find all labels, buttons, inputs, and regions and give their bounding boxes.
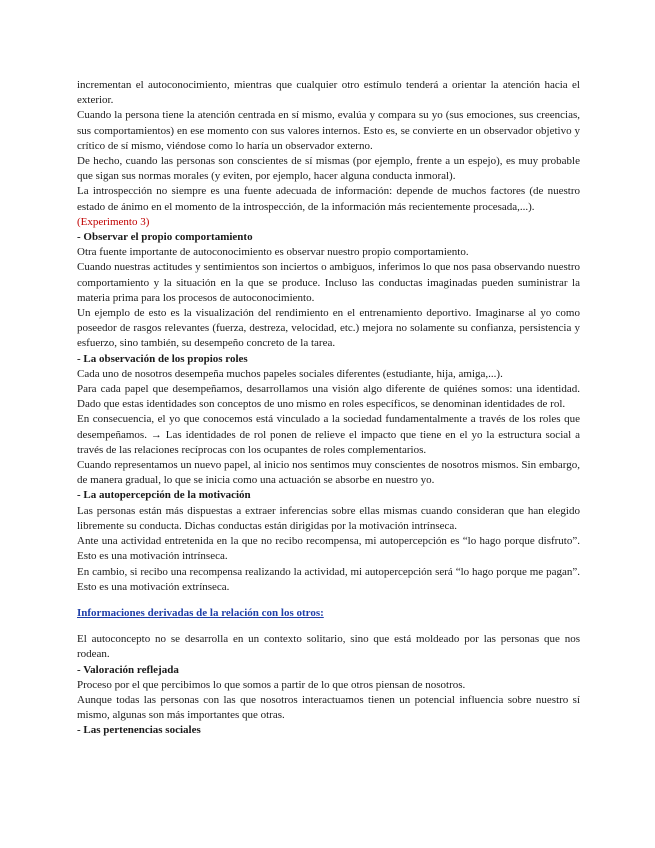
- paragraph: Cuando representamos un nuevo papel, al inicio nos sentimos muy conscientes de nosotros mismos. Sin embargo, de manera gradual, lo que se inicia como una actuación se absorbe en nuestro yo.: [77, 459, 580, 487]
- section-heading: - La autopercepción de la motivación: [77, 489, 251, 502]
- section-heading: - Valoración reflejada: [77, 663, 179, 676]
- section-heading: - Observar el propio comportamiento: [77, 231, 253, 244]
- paragraph: Otra fuente importante de autoconocimiento es observar nuestro propio comportamiento.: [77, 246, 469, 259]
- paragraph: Ante una actividad entretenida en la que no recibo recompensa, mi autopercepción es “lo hago porque disfruto”. Esto es una motivación intrínseca.: [77, 535, 580, 563]
- paragraph: Cuando la persona tiene la atención centrada en sí mismo, evalúa y compara su yo (sus emociones, sus creencias, sus comportamientos) en ese momento con sus valores internos. Esto es, se convierte en un observador objetivo y crítico de sí mismo, viéndose como lo haría un observador externo.: [77, 109, 580, 152]
- section-heading: - La observación de los propios roles: [77, 352, 248, 365]
- paragraph: En cambio, si recibo una recompensa realizando la actividad, mi autopercepción será “lo hago porque me pagan”. Esto es una motivación extrínseca.: [77, 565, 580, 593]
- paragraph: Cada uno de nosotros desempeña muchos papeles sociales diferentes (estudiante, hija, amiga,...).: [77, 367, 503, 380]
- paragraph: En consecuencia, el yo que conocemos está vinculado a la sociedad fundamentalmente a través de los roles que desempeñamos. → Las identidades de rol ponen de relieve el impacto que tiene en el yo la estructura social a través de las relaciones recíprocas con los ocupantes de roles complementarios.: [77, 413, 580, 456]
- paragraph: Proceso por el que percibimos lo que somos a partir de lo que otros piensan de nosotros.: [77, 678, 466, 691]
- paragraph: Cuando nuestras actitudes y sentimientos son inciertos o ambiguos, inferimos lo que nos pasa observando nuestro comportamiento y la situación en la que se produce. Incluso las conductas imaginadas pueden suministrar la materia prima para los procesos de autoconocimiento.: [77, 261, 580, 304]
- paragraph: incrementan el autoconocimiento, mientras que cualquier otro estímulo tenderá a orientar la atención hacia el exterior.: [77, 79, 580, 107]
- section-heading: - Las pertenencias sociales: [77, 724, 201, 737]
- experiment-label: (Experimento 3): [77, 215, 150, 228]
- paragraph: Aunque todas las personas con las que nosotros interactuamos tienen un potencial influencia sobre nuestro sí mismo, algunas son más importantes que otras.: [77, 693, 580, 722]
- paragraph: Para cada papel que desempeñamos, desarrollamos una visión algo diferente de quiénes somos: una identidad. Dado que estas identidades son conceptos de uno mismo en roles específicos, se denominan identidades de rol.: [77, 383, 580, 411]
- paragraph: La introspección no siempre es una fuente adecuada de información: depende de muchos factores (de nuestro estado de ánimo en el momento de la introspección, de la información más recientemente procesada,...).: [77, 185, 580, 213]
- paragraph: Las personas están más dispuestas a extraer inferencias sobre ellas mismas cuando consideran que han elegido libremente su conducta. Dichas conductas están dirigidas por la motivación intrínseca.: [77, 504, 580, 532]
- paragraph: Un ejemplo de esto es la visualización del rendimiento en el entrenamiento deportivo. Imaginarse al yo como poseedor de rasgos relevantes (fuerza, destreza, velocidad, etc.) mejora no solamente su confianza, persistencia y esfuerzo, sino también, su desempeño concreto de la tarea.: [77, 307, 580, 350]
- paragraph: El autoconcepto no se desarrolla en un contexto solitario, sino que está moldeado por las personas que nos rodean.: [77, 633, 580, 661]
- subsection-heading: Informaciones derivadas de la relación con los otros:: [77, 606, 324, 619]
- document-page: [77, 78, 580, 739]
- paragraph: De hecho, cuando las personas son conscientes de sí mismas (por ejemplo, frente a un espejo), es muy probable que sigan sus normas morales (y eviten, por ejemplo, hacer alguna conducta inmoral).: [77, 155, 580, 183]
